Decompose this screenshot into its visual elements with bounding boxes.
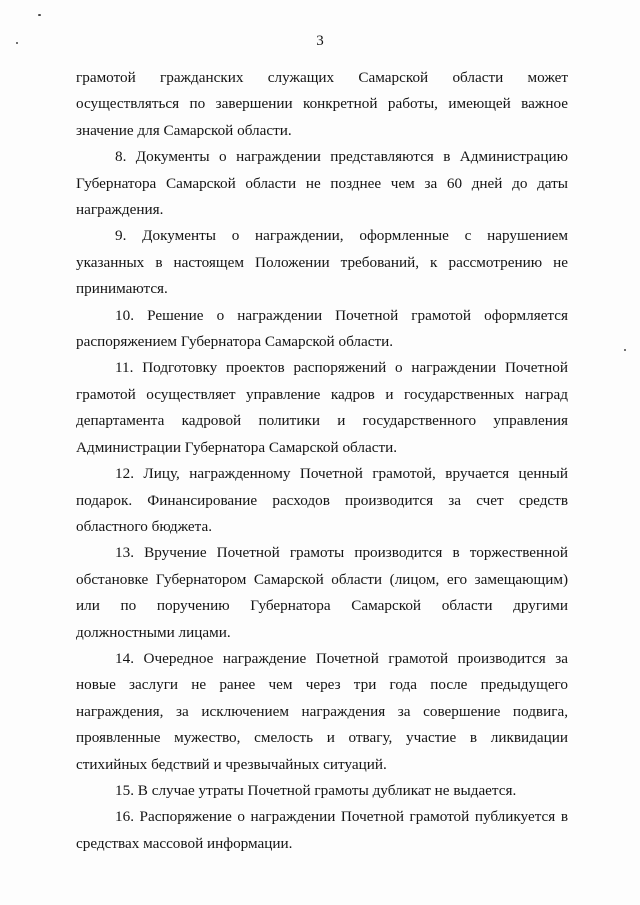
page-number: 3 bbox=[316, 33, 324, 49]
paragraph-continuation: грамотой гражданских служащих Самарской области может осуществляться по завершении конкретной работы, имеющей важное значение для Самарской области. bbox=[76, 69, 568, 139]
scan-speck bbox=[624, 349, 626, 351]
paragraph-item-14: 14. Очередное награждение Почетной грамотой производится за новые заслуги не ранее чем через три года после предыдущего награждения, за исключением награждения за совершение подвига, проявленные мужество, смелость и отвагу, участие в ликвидации стихийных бедствий и чрезвычайных ситуаций. bbox=[76, 649, 568, 773]
paragraph-item-11: 11. Подготовку проектов распоряжений о награждении Почетной грамотой осуществляет управление кадров и государственных наград департамента кадровой политики и государственного управления Администрации Губернатора Самарской области. bbox=[76, 359, 568, 456]
paragraph-item-15: 15. В случае утраты Почетной грамоты дубликат не выдается. bbox=[115, 781, 517, 799]
paragraph-item-12: 12. Лицу, награжденному Почетной грамотой, вручается ценный подарок. Финансирование расходов производится за счет средств областного бюджета. bbox=[76, 465, 568, 535]
paragraph-item-16: 16. Распоряжение о награждении Почетной грамотой публикуется в средствах массовой информации. bbox=[76, 808, 568, 852]
paragraph-item-8: 8. Документы о награждении представляются в Администрацию Губернатора Самарской области не позднее чем за 60 дней до даты награждения. bbox=[76, 148, 568, 219]
paragraph-item-9: 9. Документы о награждении, оформленные с нарушением указанных в настоящем Положении требований, к рассмотрению не принимаются. bbox=[76, 227, 568, 298]
paragraph-item-13: 13. Вручение Почетной грамоты производится в торжественной обстановке Губернатором Самарской области (лицом, его замещающим) или по поручению Губернатора Самарской области другими должностными лицами. bbox=[76, 544, 568, 641]
paragraph-item-10: 10. Решение о награждении Почетной грамотой оформляется распоряжением Губернатора Самарской области. bbox=[76, 306, 568, 351]
scan-speck bbox=[38, 14, 41, 16]
document-body bbox=[76, 65, 568, 857]
